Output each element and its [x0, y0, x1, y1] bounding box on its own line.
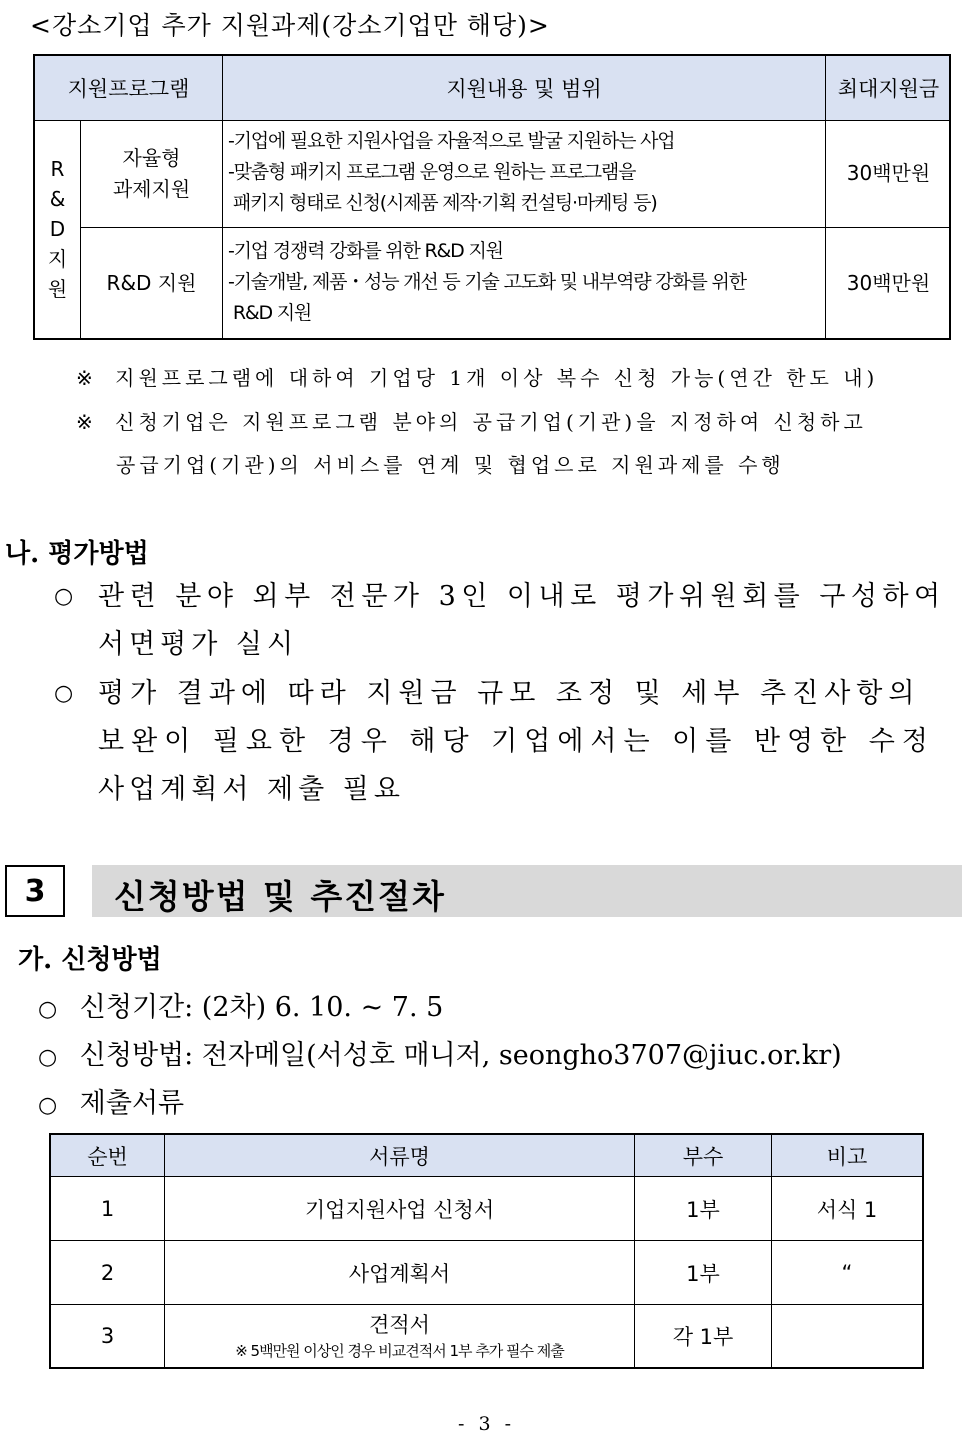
- category-char: 지: [47, 247, 68, 271]
- bullet-circle: ○: [54, 681, 74, 706]
- category-char: R: [50, 157, 65, 181]
- category-char: D: [49, 217, 66, 241]
- amount-autonomous: 30백만원: [846, 161, 931, 185]
- category-char: &: [49, 187, 66, 211]
- content-line: -기술개발, 제품・성능 개선 등 기술 고도화 및 내부역량 강화를 위한: [228, 271, 746, 293]
- cell-copies: 1부: [686, 1197, 720, 1222]
- program-autonomous: [81, 120, 222, 227]
- section-number: 3: [5, 865, 65, 917]
- content-line: -기업 경쟁력 강화를 위한 R&D 지원: [228, 240, 503, 262]
- doc-name: 견적서: [369, 1313, 430, 1337]
- bullet-circle: ○: [38, 1045, 58, 1070]
- support-program-table: [33, 54, 951, 340]
- cell-no: 2: [100, 1260, 115, 1285]
- eval-item-1: [54, 573, 966, 669]
- section-title-bar: [92, 865, 962, 917]
- submission-docs: [38, 1081, 184, 1120]
- eval-line: 평가 결과에 따라 지원금 규모 조정 및 세부 추진사항의: [98, 678, 921, 709]
- documents-table: [49, 1133, 924, 1369]
- page-number: - 3 -: [457, 1413, 515, 1435]
- header-copies: 부수: [682, 1144, 724, 1169]
- cell-remark: [772, 1305, 922, 1367]
- bullet-circle: ○: [54, 584, 74, 609]
- note-mark: ※: [76, 410, 97, 434]
- cell-remark: 서식 1: [816, 1197, 878, 1222]
- header-remark: 비고: [826, 1144, 868, 1169]
- eval-line: 서면평가 실시: [98, 629, 299, 660]
- apply-period-text: 신청기간: (2차) 6. 10. ~ 7. 5: [79, 992, 444, 1023]
- content-line: -기업에 필요한 지원사업을 자율적으로 발굴 지원하는 사업: [228, 130, 675, 152]
- eval-line: 관련 분야 외부 전문가 3인 이내로 평가위원회를 구성하여: [98, 581, 946, 612]
- eval-line: 사업계획서 제출 필요: [98, 774, 405, 805]
- bullet-circle: ○: [38, 997, 58, 1022]
- eval-item-2: [54, 670, 966, 814]
- note-mark: ※: [76, 366, 97, 390]
- note-text: 신청기업은 지원프로그램 분야의 공급기업(기관)을 지정하여 신청하고: [115, 410, 867, 434]
- eval-heading: 나. 평가방법: [5, 539, 149, 569]
- apply-method: [38, 1033, 842, 1072]
- table-row: [51, 1305, 922, 1367]
- content-line: -맞춤형 패키지 프로그램 운영으로 원하는 프로그램을: [228, 161, 636, 183]
- content-rnd: [228, 236, 746, 329]
- program-label: 자율형: [122, 145, 181, 170]
- section-title: <강소기업 추가 지원과제(강소기업만 해당)>: [30, 11, 550, 40]
- category-char: 원: [47, 277, 68, 301]
- cell-no: 3: [100, 1324, 115, 1348]
- content-autonomous: [228, 126, 674, 219]
- cell-copies: 1부: [686, 1261, 720, 1286]
- program-label: 과제지원: [112, 176, 191, 201]
- table-header-row: [51, 1135, 922, 1176]
- header-doc-name: 서류명: [369, 1144, 430, 1169]
- cell-copies: 각 1부: [672, 1325, 734, 1349]
- submission-docs-text: 제출서류: [79, 1088, 185, 1119]
- cell-doc-name: 기업지원사업 신청서: [304, 1197, 495, 1222]
- header-no: 순번: [87, 1144, 128, 1169]
- bullet-circle: ○: [38, 1093, 58, 1118]
- header-content: 지원내용 및 범위: [446, 77, 602, 101]
- program-rnd: R&D 지원: [106, 270, 197, 295]
- category-rnd: [35, 120, 80, 338]
- content-line: R&D 지원: [228, 302, 312, 324]
- eval-line: 보완이 필요한 경우 해당 기업에서는 이를 반영한 수정: [98, 726, 935, 757]
- content-line: 패키지 형태로 신청(시제품 제작·기획 컨설팅·마케팅 등): [228, 192, 657, 214]
- header-program: 지원프로그램: [67, 77, 190, 101]
- cell-no: 1: [100, 1196, 115, 1221]
- cell-remark: “: [841, 1260, 853, 1285]
- note-2: [76, 406, 867, 435]
- doc-note: ※ 5백만원 이상인 경우 비교견적서 1부 추가 필수 제출: [235, 1342, 564, 1360]
- header-amount: 최대지원금: [837, 77, 940, 101]
- amount-rnd: 30백만원: [846, 270, 931, 295]
- note-2-continued: 공급기업(기관)의 서비스를 연계 및 협업으로 지원과제를 수행: [116, 453, 785, 477]
- section-3-title: 신청방법 및 추진절차: [114, 877, 446, 916]
- cell-doc-name: [165, 1305, 634, 1367]
- apply-method-text: 신청방법: 전자메일(서성호 매니저, seongho3707@jiuc.or.kr): [79, 1040, 842, 1071]
- table-row: [51, 1177, 922, 1240]
- note-1: [76, 362, 878, 391]
- cell-doc-name: 사업계획서: [348, 1261, 451, 1286]
- apply-period: [38, 985, 443, 1024]
- table-row: [51, 1241, 922, 1304]
- apply-heading: 가. 신청방법: [18, 945, 162, 975]
- note-text: 지원프로그램에 대하여 기업당 1개 이상 복수 신청 가능(연간 한도 내): [115, 366, 879, 390]
